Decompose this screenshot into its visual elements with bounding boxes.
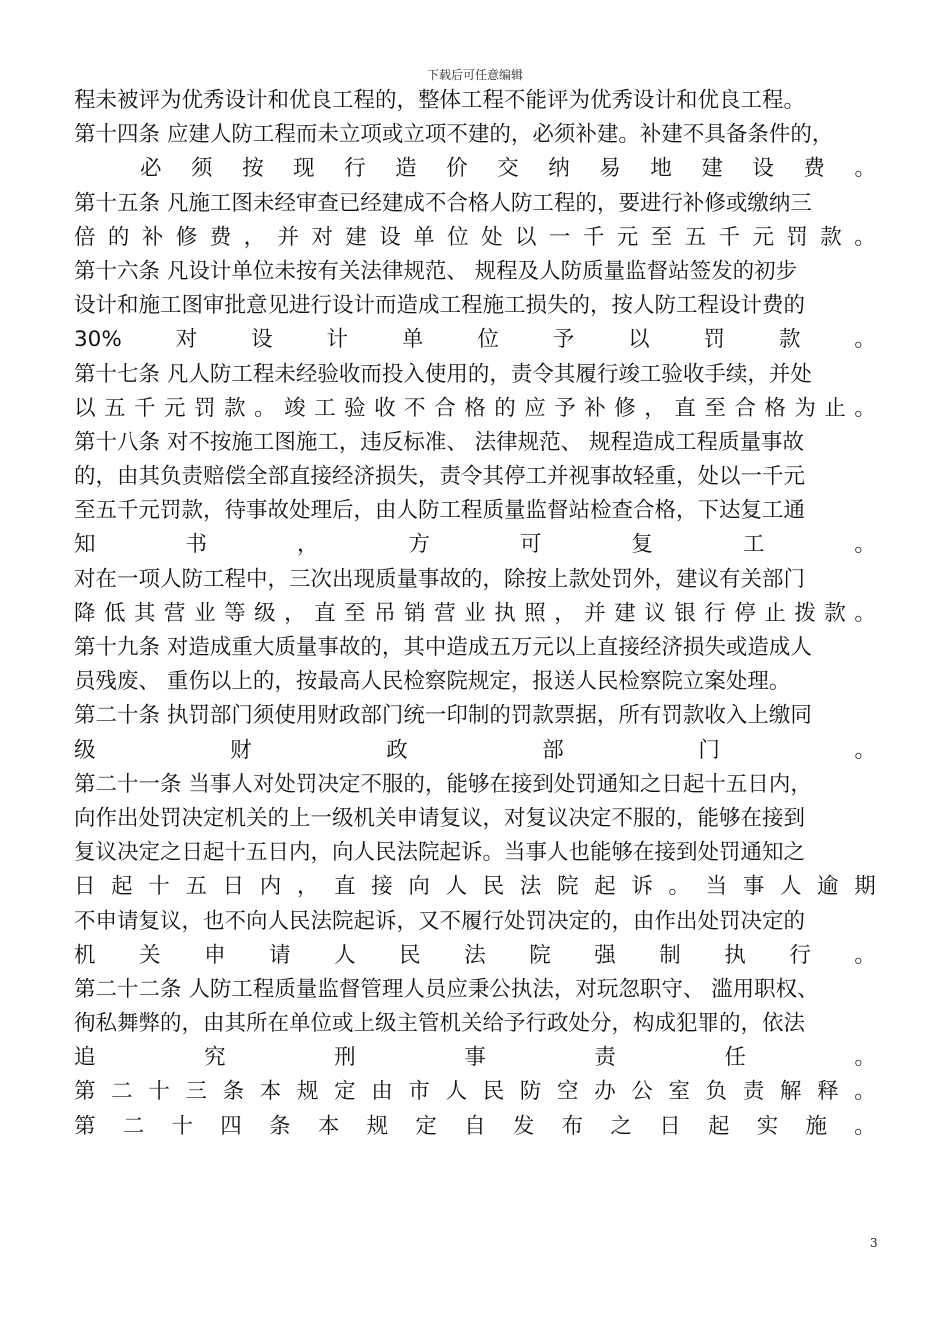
text-line: 第十七条 凡人防工程未经验收而投入使用的，责令其履行竣工验收手续，并处 bbox=[74, 361, 812, 387]
glyph: 人 bbox=[445, 1079, 468, 1105]
glyph: 起 bbox=[707, 1113, 730, 1139]
glyph: 向 bbox=[408, 874, 430, 900]
text-line bbox=[74, 734, 876, 768]
glyph: 之 bbox=[610, 1113, 632, 1139]
glyph: 至 bbox=[650, 224, 673, 250]
glyph: 诉 bbox=[631, 874, 653, 900]
glyph: 刑 bbox=[334, 1045, 356, 1071]
glyph: 对 bbox=[175, 327, 198, 353]
glyph: 书 bbox=[185, 532, 207, 558]
glyph: 第 bbox=[74, 1079, 96, 1105]
glyph: 法 bbox=[464, 942, 486, 968]
glyph: 应 bbox=[524, 395, 546, 421]
glyph: 止 bbox=[764, 600, 786, 626]
glyph: 对 bbox=[311, 224, 333, 250]
glyph: 。 bbox=[854, 600, 876, 626]
glyph: 计 bbox=[326, 327, 349, 353]
glyph: 一 bbox=[548, 224, 571, 250]
glyph: 方 bbox=[408, 532, 430, 558]
text-line bbox=[74, 1075, 876, 1109]
glyph: 内 bbox=[259, 874, 282, 900]
glyph: 追 bbox=[74, 1045, 96, 1071]
glyph: 二 bbox=[122, 1113, 145, 1139]
glyph: 工 bbox=[314, 395, 336, 421]
glyph: 30% bbox=[74, 327, 122, 353]
glyph: 公 bbox=[631, 1079, 653, 1105]
glyph: 为 bbox=[794, 395, 816, 421]
text-line: 第二十一条 当事人对处罚决定不服的，能够在接到处罚通知之日起十五日内， bbox=[74, 771, 812, 797]
text-line: 向作出处罚决定机关的上一级机关申请复议，对复议决定不服的，能够在接到 bbox=[74, 805, 806, 831]
glyph: 起 bbox=[111, 874, 133, 900]
glyph: 等 bbox=[224, 600, 246, 626]
glyph: 五 bbox=[185, 874, 207, 900]
glyph: 发 bbox=[512, 1113, 535, 1139]
text-line: 第十九条 对造成重大质量事故的，其中造成五万元以上直接经济损失或造成人 bbox=[74, 635, 812, 660]
glyph: 行 bbox=[344, 156, 366, 182]
glyph: 五 bbox=[104, 395, 126, 421]
glyph: 必 bbox=[140, 156, 162, 182]
glyph: 以 bbox=[628, 327, 650, 353]
glyph: 。 bbox=[854, 224, 876, 250]
glyph: 建 bbox=[345, 224, 367, 250]
glyph: 实 bbox=[756, 1113, 779, 1139]
glyph: 单 bbox=[413, 224, 435, 250]
glyph: 单 bbox=[401, 327, 424, 353]
glyph: 并 bbox=[277, 224, 300, 250]
glyph: 销 bbox=[404, 600, 426, 626]
glyph: 条 bbox=[222, 1079, 245, 1105]
glyph: 营 bbox=[434, 600, 456, 626]
glyph: 接 bbox=[371, 874, 393, 900]
glyph: 执 bbox=[494, 600, 516, 626]
glyph: 纳 bbox=[548, 156, 570, 182]
glyph: 解 bbox=[779, 1079, 802, 1105]
glyph: 自 bbox=[464, 1113, 486, 1139]
glyph: 合 bbox=[434, 395, 456, 421]
glyph: 起 bbox=[594, 874, 616, 900]
glyph: 设 bbox=[379, 224, 401, 250]
glyph: 。 bbox=[668, 874, 691, 900]
glyph: 的 bbox=[107, 224, 130, 250]
glyph: 施 bbox=[805, 1113, 827, 1139]
glyph: 补 bbox=[141, 224, 164, 250]
glyph: 款 bbox=[824, 600, 846, 626]
glyph: ， bbox=[644, 395, 666, 421]
glyph: 修 bbox=[614, 395, 636, 421]
glyph: 。 bbox=[854, 395, 876, 421]
glyph: 当 bbox=[705, 874, 728, 900]
glyph: 事 bbox=[464, 1045, 486, 1071]
glyph: 复 bbox=[631, 532, 653, 558]
glyph: 建 bbox=[614, 600, 636, 626]
glyph: 定 bbox=[334, 1079, 356, 1105]
glyph: 空 bbox=[557, 1079, 579, 1105]
text-line: 设计和施工图审批意见进行设计而造成工程施工损失的，按人防工程设计费的 bbox=[74, 293, 806, 319]
glyph: 。 bbox=[854, 1113, 876, 1139]
glyph: 。 bbox=[254, 395, 276, 421]
glyph: 逾 bbox=[817, 874, 839, 900]
glyph: 处 bbox=[481, 224, 503, 250]
glyph: 罚 bbox=[194, 395, 216, 421]
glyph: 验 bbox=[344, 395, 366, 421]
glyph: 事 bbox=[742, 874, 765, 900]
glyph: 第 bbox=[74, 1113, 96, 1139]
glyph: 三 bbox=[185, 1079, 207, 1105]
glyph: 位 bbox=[477, 327, 499, 353]
glyph: 予 bbox=[552, 327, 575, 353]
glyph: 费 bbox=[209, 224, 232, 250]
glyph: 业 bbox=[464, 600, 486, 626]
glyph: 执 bbox=[724, 942, 746, 968]
glyph: 的 bbox=[494, 395, 516, 421]
glyph: 照 bbox=[524, 600, 546, 626]
glyph: 部 bbox=[542, 737, 564, 763]
glyph: 罚 bbox=[786, 224, 808, 250]
text-line: 第十四条 应建人防工程而未立项或立项不建的，必须补建。补建不具备条件的， bbox=[74, 122, 834, 148]
glyph: 日 bbox=[659, 1113, 681, 1139]
text-line: 的，由其负责赔偿全部直接经济损失，责令其停工并视事故轻重，处以一千元 bbox=[74, 464, 806, 490]
text-line bbox=[74, 870, 876, 904]
text-line bbox=[74, 323, 876, 357]
glyph: 业 bbox=[194, 600, 216, 626]
glyph: 以 bbox=[74, 395, 96, 421]
glyph: ， bbox=[296, 532, 319, 558]
glyph: 。 bbox=[854, 1079, 876, 1105]
glyph: 本 bbox=[259, 1079, 282, 1105]
glyph: 级 bbox=[74, 737, 96, 763]
glyph: 十 bbox=[148, 874, 170, 900]
glyph: 民 bbox=[482, 874, 505, 900]
glyph: 人 bbox=[445, 874, 468, 900]
glyph: 。 bbox=[854, 1045, 876, 1071]
text-line: 徇私舞弊的，由其所在单位或上级主管机关给予行政处分，构成犯罪的，依法 bbox=[74, 1011, 806, 1037]
glyph: 议 bbox=[644, 600, 666, 626]
glyph: 予 bbox=[554, 395, 576, 421]
text-line bbox=[74, 939, 876, 973]
glyph: 定 bbox=[415, 1113, 437, 1139]
glyph: 设 bbox=[251, 327, 273, 353]
text-line: 员残废、 重伤以上的，按最高人民检察院规定，报送人民检察院立案处理。 bbox=[74, 669, 791, 695]
glyph: 四 bbox=[220, 1113, 242, 1139]
glyph: 地 bbox=[650, 156, 672, 182]
text-line bbox=[74, 221, 876, 255]
glyph: 设 bbox=[752, 156, 774, 182]
glyph: 交 bbox=[497, 156, 519, 182]
glyph: 门 bbox=[698, 737, 720, 763]
glyph: 倍 bbox=[74, 224, 96, 250]
glyph: 民 bbox=[482, 1079, 505, 1105]
glyph: 条 bbox=[269, 1113, 291, 1139]
text-line bbox=[74, 1041, 876, 1075]
text-line: 对在一项人防工程中，三次出现质量事故的，除按上款处罚外，建议有关部门 bbox=[74, 566, 806, 592]
glyph: 任 bbox=[724, 1045, 746, 1071]
glyph: 室 bbox=[668, 1079, 691, 1105]
glyph: 至 bbox=[344, 600, 366, 626]
glyph: 合 bbox=[734, 395, 756, 421]
glyph: 级 bbox=[254, 600, 276, 626]
glyph: 关 bbox=[139, 942, 161, 968]
glyph: 市 bbox=[408, 1079, 430, 1105]
glyph: 千 bbox=[134, 395, 156, 421]
glyph: 知 bbox=[74, 532, 96, 558]
glyph: 拨 bbox=[794, 600, 816, 626]
glyph: 负 bbox=[705, 1079, 728, 1105]
glyph: 人 bbox=[334, 942, 356, 968]
glyph: 千 bbox=[718, 224, 741, 250]
text-line: 不申请复议，也不向人民法院起诉，又不履行处罚决定的，由作出处罚决定的 bbox=[74, 908, 806, 934]
glyph: 并 bbox=[584, 600, 606, 626]
glyph: 机 bbox=[74, 942, 96, 968]
page-header: 下载后可任意编辑 bbox=[426, 68, 523, 82]
glyph: 政 bbox=[386, 737, 408, 763]
page-number: 3 bbox=[870, 1236, 878, 1250]
glyph: 至 bbox=[704, 395, 726, 421]
glyph: 直 bbox=[674, 395, 696, 421]
glyph: 五 bbox=[684, 224, 707, 250]
glyph: 现 bbox=[293, 156, 315, 182]
glyph: 款 bbox=[224, 395, 246, 421]
glyph: 究 bbox=[204, 1045, 226, 1071]
glyph: 元 bbox=[752, 224, 774, 250]
text-line bbox=[74, 392, 876, 426]
document-body bbox=[74, 84, 876, 1144]
glyph: 银 bbox=[674, 600, 696, 626]
glyph: ， bbox=[296, 874, 319, 900]
glyph: 期 bbox=[854, 874, 876, 900]
glyph: 防 bbox=[519, 1079, 542, 1105]
glyph: 千 bbox=[582, 224, 605, 250]
glyph: 竣 bbox=[284, 395, 306, 421]
glyph: 日 bbox=[222, 874, 245, 900]
glyph: 人 bbox=[779, 874, 802, 900]
text-line: 第十八条 对不按施工图施工，违反标准、 法律规范、 规程造成工程质量事故 bbox=[74, 429, 805, 455]
glyph: 收 bbox=[374, 395, 396, 421]
text-line bbox=[74, 1110, 876, 1144]
glyph: 行 bbox=[789, 942, 811, 968]
glyph: 元 bbox=[164, 395, 186, 421]
glyph: 法 bbox=[519, 874, 542, 900]
glyph: 规 bbox=[296, 1079, 319, 1105]
glyph: 吊 bbox=[374, 600, 396, 626]
glyph: 营 bbox=[164, 600, 186, 626]
glyph: 。 bbox=[854, 737, 876, 763]
glyph: 补 bbox=[584, 395, 606, 421]
glyph: 申 bbox=[204, 942, 226, 968]
glyph: ， bbox=[243, 224, 266, 250]
glyph: 按 bbox=[242, 156, 264, 182]
glyph: 止 bbox=[824, 395, 846, 421]
glyph: 行 bbox=[704, 600, 726, 626]
text-line: 第二十二条 人防工程质量监督管理人员应秉公执法，对玩忽职守、 滥用职权、 bbox=[74, 976, 819, 1002]
glyph: ， bbox=[284, 600, 306, 626]
text-line: 第十六条 凡设计单位未按有关法律规范、 规程及人防质量监督站签发的初步 bbox=[74, 258, 798, 284]
glyph: 十 bbox=[171, 1113, 194, 1139]
glyph: 院 bbox=[557, 874, 579, 900]
text-line: 程未被评为优秀设计和优良工程的，整体工程不能评为优秀设计和优良工程。 bbox=[74, 88, 806, 113]
text-line bbox=[74, 152, 876, 186]
glyph: 制 bbox=[659, 942, 681, 968]
glyph: 停 bbox=[734, 600, 756, 626]
glyph: 直 bbox=[334, 874, 356, 900]
glyph: 位 bbox=[447, 224, 469, 250]
glyph: ， bbox=[554, 600, 576, 626]
glyph: 价 bbox=[446, 156, 468, 182]
glyph: 其 bbox=[134, 600, 156, 626]
glyph: 低 bbox=[104, 600, 126, 626]
glyph: 责 bbox=[594, 1045, 616, 1071]
glyph: 。 bbox=[854, 942, 876, 968]
glyph: 。 bbox=[854, 327, 876, 353]
glyph: 日 bbox=[74, 874, 96, 900]
glyph: 二 bbox=[111, 1079, 133, 1105]
glyph: 费 bbox=[803, 156, 825, 182]
glyph: 须 bbox=[191, 156, 213, 182]
glyph: 本 bbox=[317, 1113, 340, 1139]
text-line bbox=[74, 528, 876, 562]
glyph: 释 bbox=[817, 1079, 839, 1105]
glyph: 强 bbox=[594, 942, 616, 968]
glyph: 罚 bbox=[703, 327, 726, 353]
text-line bbox=[74, 597, 876, 631]
glyph: 建 bbox=[701, 156, 723, 182]
glyph: 不 bbox=[404, 395, 426, 421]
glyph: 由 bbox=[371, 1079, 393, 1105]
glyph: 十 bbox=[148, 1079, 170, 1105]
glyph: 修 bbox=[175, 224, 198, 250]
glyph: 格 bbox=[764, 395, 786, 421]
text-line: 至五千元罚款，待事故处理后，由人防工程质量监督站检查合格，下达复工通 bbox=[74, 498, 806, 524]
glyph: 布 bbox=[561, 1113, 584, 1139]
glyph: 元 bbox=[616, 224, 639, 250]
glyph: 以 bbox=[514, 224, 537, 250]
glyph: 可 bbox=[519, 532, 542, 558]
glyph: 工 bbox=[742, 532, 765, 558]
glyph: 院 bbox=[529, 942, 551, 968]
text-line: 第二十条 执罚部门须使用财政部门统一印制的罚款票据，所有罚款收入上缴同 bbox=[74, 703, 812, 729]
glyph: 规 bbox=[366, 1113, 389, 1139]
glyph: 降 bbox=[74, 600, 96, 626]
glyph: 办 bbox=[594, 1079, 616, 1105]
glyph: 民 bbox=[399, 942, 421, 968]
glyph: 格 bbox=[464, 395, 486, 421]
glyph: 款 bbox=[820, 224, 842, 250]
glyph: 款 bbox=[778, 327, 801, 353]
glyph: 。 bbox=[854, 156, 876, 182]
glyph: 财 bbox=[230, 737, 252, 763]
glyph: 直 bbox=[314, 600, 336, 626]
glyph: 。 bbox=[854, 532, 876, 558]
glyph: 责 bbox=[742, 1079, 765, 1105]
text-line: 复议决定之日起十五日内，向人民法院起诉。当事人也能够在接到处罚通知之 bbox=[74, 840, 806, 866]
text-line: 第十五条 凡施工图未经审查已经建成不合格人防工程的，要进行补修或缴纳三 bbox=[74, 190, 812, 216]
glyph: 易 bbox=[599, 156, 621, 182]
glyph: 造 bbox=[395, 156, 417, 182]
glyph: 请 bbox=[269, 942, 291, 968]
